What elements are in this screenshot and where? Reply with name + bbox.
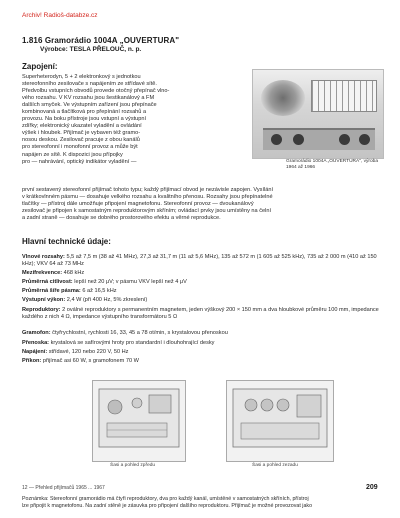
zapojeni-paragraph xyxy=(22,74,244,166)
chassis-back-drawing xyxy=(227,381,333,461)
text-line: a zadní straně — dosahuje se dobrého prostorového efektu a věrné reprodukce. xyxy=(22,215,221,222)
spec-label: Průměrná šíře pásma: xyxy=(22,288,81,294)
chassis-front-drawing xyxy=(93,381,185,461)
chassis-front-diagram xyxy=(92,380,186,462)
text-line: kombinovaná a tlačítková pro přepínání rozsahů a xyxy=(22,109,147,116)
spec-label: Vlnové rozsahy: xyxy=(22,254,65,260)
radio-photo xyxy=(252,69,384,159)
spec-label: Napájení: xyxy=(22,349,48,355)
text-line: nosou deskou. Zesilovač pracuje z obou kanálů xyxy=(22,137,140,144)
zapojeni-continuation xyxy=(22,187,384,222)
control-panel xyxy=(263,128,375,150)
page-number: 209 xyxy=(366,484,378,491)
text-line: lze připojit k magnetofonu. Na zadní stěně je zásuvka pro připojení dalšího reproduktoru. Přijímač je možné provozovat jako xyxy=(22,502,313,509)
text-line: stereofonního zesilovače s napájením ze střídavé sítě. xyxy=(22,81,157,88)
note-paragraph xyxy=(22,496,384,509)
spec-row xyxy=(22,279,384,286)
spec-value: přijímač asi 60 W, s gramofonem 70 W xyxy=(42,358,139,364)
spec-row xyxy=(22,288,384,295)
text-line: Poznámka: Stereofonní gramorádio má čtyři reproduktory, dva pro každý kanál, umístěné v samostatných skříních, přístroj xyxy=(22,496,309,502)
spec-value: 2,4 W (při 400 Hz, 5% zkreslení) xyxy=(66,297,148,303)
spec-value: lepší než 20 μV; v pásmu VKV lepší než 4 μV xyxy=(74,279,187,285)
knob xyxy=(339,134,350,145)
text-line: výšek i hloubek. Přijímač je vybaven též gramo- xyxy=(22,130,141,137)
spec-label: Průměrná citlivost: xyxy=(22,279,73,285)
text-line: Předvolbu vstupních obvodů provede otočný přepínač vlno- xyxy=(22,88,170,95)
chassis-back-diagram xyxy=(226,380,334,462)
text-line: tlačítky — přístroj dále umožňuje připojení magnetofonu. Stereofonní provoz — dvoukanálový xyxy=(22,201,254,208)
knob xyxy=(293,134,304,145)
spec-row xyxy=(22,340,384,347)
spec-row xyxy=(22,358,384,365)
spec-value: 5,5 až 7,5 m (38 až 41 MHz), 27,3 až 31,7 m (11 až 5,6 MHz), 135 až 572 m (1 605 až 525 kHz), 735 až 2 000 m (410 až 150 kHz); VKV 64 až 73 MHz xyxy=(22,254,377,268)
spec-label: Přenoska: xyxy=(22,340,50,346)
section-heading-zapojeni: Zapojení: xyxy=(22,62,58,71)
spec-label: Výstupní výkon: xyxy=(22,297,66,303)
text-line: napájen ze sítě. K dispozici jsou přípojky xyxy=(22,151,123,158)
section-heading-specs: Hlavní technické údaje: xyxy=(22,237,111,246)
spec-label: Mezifrekvence: xyxy=(22,270,63,276)
spec-value: 2 oválné reproduktory s permanentním magnetem, jeden výškový 200 × 150 mm a dva hloubkové průměru 100 mm, impedance každého z nich 4 Ω, impedance výstupního transformátoru 5 Ω xyxy=(22,307,379,321)
spec-row xyxy=(22,297,384,304)
spec-value: čtyřrychlostní, rychlosti 16, 33, 45 a 78 ot/min, s krystalovou přenoskou xyxy=(52,330,228,336)
spec-value: krystalová se safírovými hroty pro standardní i dlouhohrající desky xyxy=(50,340,215,346)
text-line: pro stereofonní i monofonní provoz a může být xyxy=(22,144,138,151)
knob xyxy=(271,134,282,145)
spec-row xyxy=(22,307,384,321)
text-line: vého rozsahu. V KV rozsahu jsou šestikanálový a FM xyxy=(22,95,155,102)
footer-source: 12 — Přehled přijímačů 1965 ... 1967 xyxy=(22,485,105,491)
document-title: 1.816 Gramorádio 1004A „OUVERTURA" xyxy=(22,36,180,45)
text-line: zesilovač je připojen k samostatným reproduktorovým skříním; ovládací prvky jsou umístěny na čelní xyxy=(22,208,272,215)
spec-label: Příkon: xyxy=(22,358,42,364)
spec-row xyxy=(22,330,384,337)
manufacturer-line: Výrobce: TESLA PŘELOUČ, n. p. xyxy=(40,46,142,53)
text-line: dalších smyček. Ve výstupním zařízení jsou přepínače xyxy=(22,102,157,109)
text-line: pro — nahrávání, optický indikátor vyladění — xyxy=(22,158,137,165)
spec-value: střídavé, 120 nebo 220 V, 50 Hz xyxy=(48,349,129,355)
spec-value: 468 kHz xyxy=(63,270,85,276)
spec-row xyxy=(22,349,384,356)
text-line: první sestavený stereofonní přijímač tohoto typu; každý přijímací obvod je nezávisle zapojen. Vysílání xyxy=(22,187,274,193)
knob xyxy=(359,134,370,145)
chassis-front-caption: Šasi a pohled zpředu xyxy=(110,463,156,468)
text-line: Superheterodyn, 5 + 2 elektronkový s jednotkou xyxy=(22,74,141,80)
spec-label: Reproduktory: xyxy=(22,307,61,313)
speaker-grille xyxy=(261,80,305,116)
spec-label: Gramofon: xyxy=(22,330,51,336)
chassis-back-caption: Šasi a pohled zezadu xyxy=(252,463,298,468)
spec-value: 6 až 16,5 kHz xyxy=(82,288,117,294)
text-line: provozu. Na boku přístroje jsou vstupní a výstupní xyxy=(22,116,147,123)
archive-watermark: Archiv! Radioš-databze.cz xyxy=(22,12,98,19)
text-line: zdířky; elektronický ukazatel vyladění a ovládání xyxy=(22,123,142,130)
photo-caption: Gramorádio 1004A „OUVERTURA", výroba 1964 až 1966 xyxy=(286,159,378,170)
text-line: v krátkovlnném pásmu — dosahuje velkého rozsahu a kvalitního přenosu. Rozsahy jsou přepínatelné xyxy=(22,194,273,201)
spec-row xyxy=(22,254,384,268)
spec-row xyxy=(22,270,384,277)
tuning-scale xyxy=(311,80,377,112)
